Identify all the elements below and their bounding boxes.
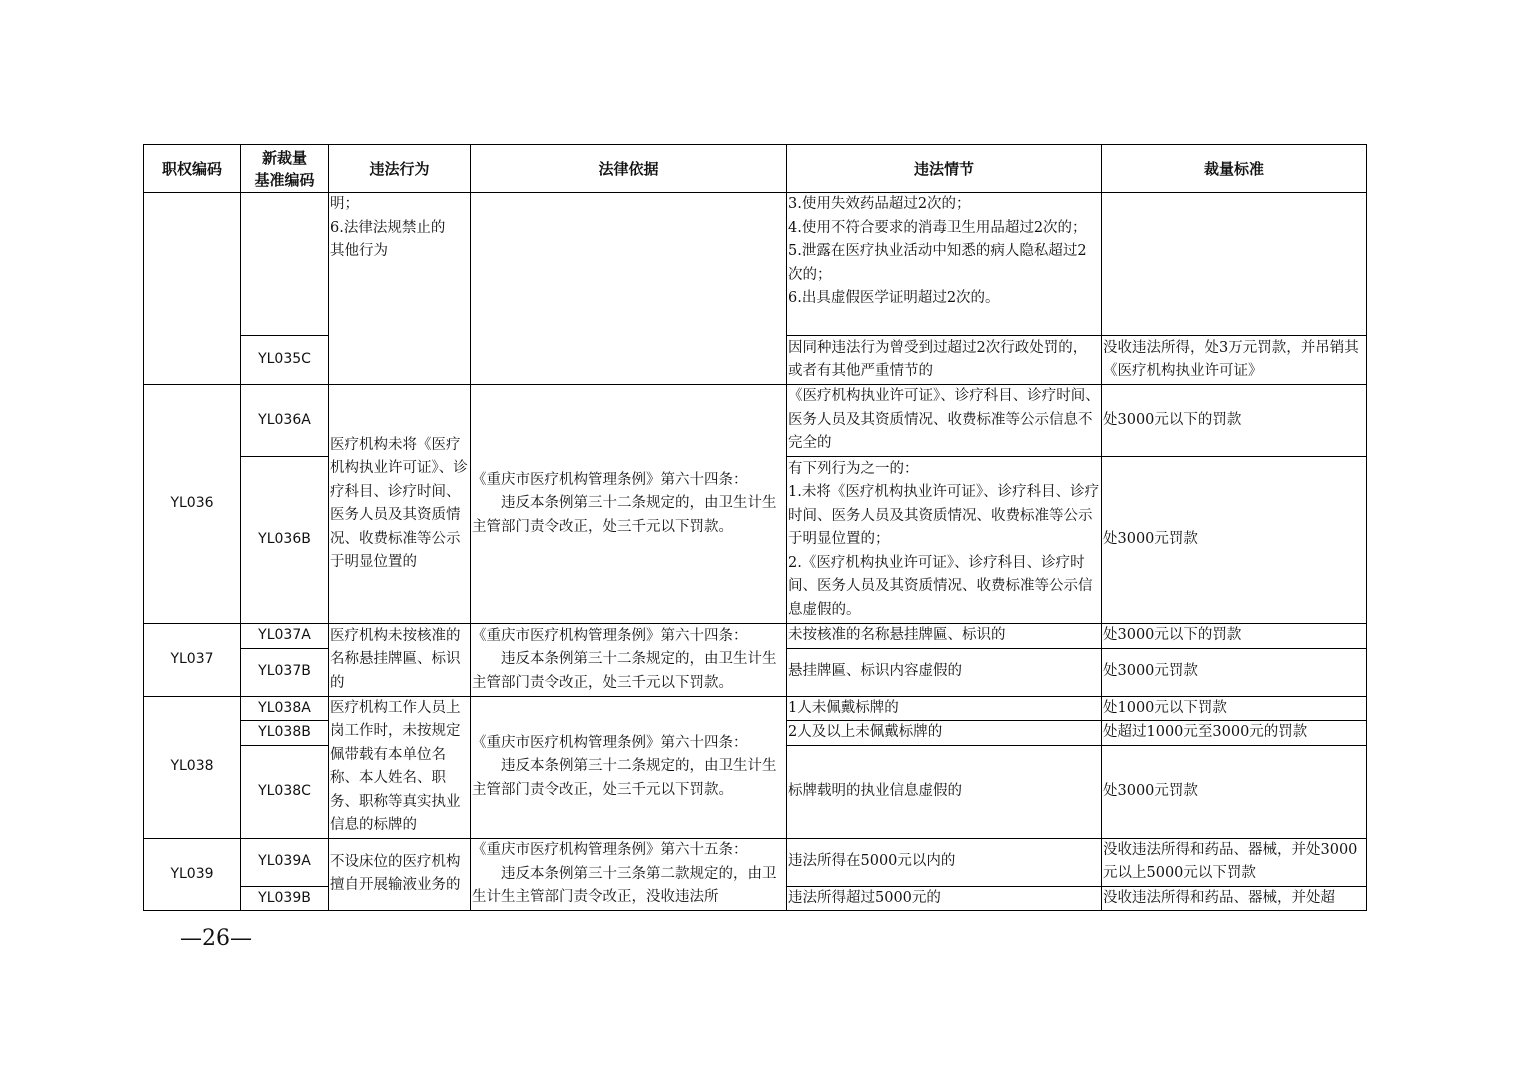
basis-cell xyxy=(471,696,787,838)
new-code-cell: YL037B xyxy=(241,648,329,696)
standard-cell: 处超过1000元至3000元的罚款 xyxy=(1102,721,1367,746)
basis-line: 《重庆市医疗机构管理条例》第六十五条： xyxy=(472,842,748,858)
circumstance-cell: 因同种违法行为曾受到过超过2次行政处罚的，或者有其他严重情节的 xyxy=(787,336,1102,385)
basis-cell xyxy=(471,624,787,697)
code-cell: YL038 xyxy=(144,696,241,838)
table-row xyxy=(144,193,1367,336)
table-row xyxy=(144,624,1367,649)
page-number: —26— xyxy=(180,926,252,951)
new-code-cell: YL035C xyxy=(241,336,329,385)
basis-line: 《重庆市医疗机构管理条例》第六十四条： xyxy=(472,471,748,488)
standard-cell: 处3000元以下的罚款 xyxy=(1102,385,1367,457)
circumstance-cell: 标牌载明的执业信息虚假的 xyxy=(787,745,1102,838)
code-cell-empty xyxy=(144,193,241,385)
new-code-cell: YL038C xyxy=(241,745,329,838)
standard-cell: 处1000元以下罚款 xyxy=(1102,696,1367,721)
new-code-cell: YL039B xyxy=(241,886,329,911)
standard-cell: 处3000元罚款 xyxy=(1102,648,1367,696)
circumstance-cell: 未按核准的名称悬挂牌匾、标识的 xyxy=(787,624,1102,649)
standard-cell: 处3000元以下的罚款 xyxy=(1102,624,1367,649)
basis-line: 违反本条例第三十二条规定的，由卫生计生主管部门责令改正，处三千元以下罚款。 xyxy=(472,651,777,691)
new-code-cell-empty xyxy=(241,193,329,336)
table-row xyxy=(144,696,1367,721)
header-circumstance: 违法情节 xyxy=(787,145,1102,193)
behavior-cell: 医疗机构工作人员上岗工作时，未按规定佩带载有本单位名称、本人姓名、职务、职称等真实执业信息的标牌的 xyxy=(329,696,471,838)
circumstance-cell: 2人及以上未佩戴标牌的 xyxy=(787,721,1102,746)
basis-cell xyxy=(471,385,787,624)
code-cell: YL036 xyxy=(144,385,241,624)
basis-line: 《重庆市医疗机构管理条例》第六十四条： xyxy=(472,627,748,644)
circumstance-cell: 3.使用失效药品超过2次的； 4.使用不符合要求的消毒卫生用品超过2次的； 5.泄露在医疗执业活动中知悉的病人隐私超过2次的； 6.出具虚假医学证明超过2次的。 xyxy=(787,193,1102,336)
new-code-cell: YL039A xyxy=(241,838,329,886)
circumstance-cell: 违法所得在5000元以内的 xyxy=(787,838,1102,886)
circumstance-cell: 有下列行为之一的： 1.未将《医疗机构执业许可证》、诊疗科目、诊疗时间、医务人员及其资质情况、收费标准等公示于明显位置的； 2.《医疗机构执业许可证》、诊疗科目、诊疗时间、医务人员及其资质情况、收费标准等公示信息虚假的。 xyxy=(787,457,1102,624)
basis-cell xyxy=(471,838,787,911)
circumstance-cell: 1人未佩戴标牌的 xyxy=(787,696,1102,721)
basis-line: 违反本条例第三十三条第二款规定的，由卫生计生主管部门责令改正，没收违法所 xyxy=(472,865,777,905)
table-row xyxy=(144,838,1367,886)
standard-cell: 处3000元罚款 xyxy=(1102,457,1367,624)
table-header-row xyxy=(144,145,1367,193)
basis-line: 违反本条例第三十二条规定的，由卫生计生主管部门责令改正，处三千元以下罚款。 xyxy=(472,495,777,535)
new-code-cell: YL038B xyxy=(241,721,329,746)
standard-cell: 没收违法所得，处3万元罚款，并吊销其《医疗机构执业许可证》 xyxy=(1102,336,1367,385)
header-standard: 裁量标准 xyxy=(1102,145,1367,193)
circumstance-cell: 违法所得超过5000元的 xyxy=(787,886,1102,911)
basis-line: 违反本条例第三十二条规定的，由卫生计生主管部门责令改正，处三千元以下罚款。 xyxy=(472,758,777,798)
standard-cell-empty xyxy=(1102,193,1367,336)
standard-cell: 没收违法所得和药品、器械，并处超 xyxy=(1102,886,1367,911)
code-cell: YL039 xyxy=(144,838,241,911)
header-behavior: 违法行为 xyxy=(329,145,471,193)
circumstance-cell: 悬挂牌匾、标识内容虚假的 xyxy=(787,648,1102,696)
new-code-cell: YL036A xyxy=(241,385,329,457)
header-code: 职权编码 xyxy=(144,145,241,193)
standard-cell: 没收违法所得和药品、器械，并处3000元以上5000元以下罚款 xyxy=(1102,838,1367,886)
basis-cell-empty xyxy=(471,193,787,385)
basis-line: 《重庆市医疗机构管理条例》第六十四条： xyxy=(472,734,748,751)
new-code-cell: YL037A xyxy=(241,624,329,649)
standard-cell: 处3000元罚款 xyxy=(1102,745,1367,838)
penalty-standard-table xyxy=(143,144,1367,911)
circumstance-cell: 《医疗机构执业许可证》、诊疗科目、诊疗时间、医务人员及其资质情况、收费标准等公示信息不完全的 xyxy=(787,385,1102,457)
behavior-cell: 医疗机构未将《医疗机构执业许可证》、诊疗科目、诊疗时间、医务人员及其资质情况、收费标准等公示于明显位置的 xyxy=(329,385,471,624)
header-basis: 法律依据 xyxy=(471,145,787,193)
code-cell: YL037 xyxy=(144,624,241,697)
new-code-cell: YL038A xyxy=(241,696,329,721)
new-code-cell: YL036B xyxy=(241,457,329,624)
behavior-cell: 明； 6.法律法规禁止的 其他行为 xyxy=(329,193,471,385)
behavior-cell: 医疗机构未按核准的名称悬挂牌匾、标识的 xyxy=(329,624,471,697)
behavior-cell: 不设床位的医疗机构擅自开展输液业务的 xyxy=(329,838,471,911)
table-row xyxy=(144,385,1367,457)
header-new-code: 新裁量 基准编码 xyxy=(241,145,329,193)
